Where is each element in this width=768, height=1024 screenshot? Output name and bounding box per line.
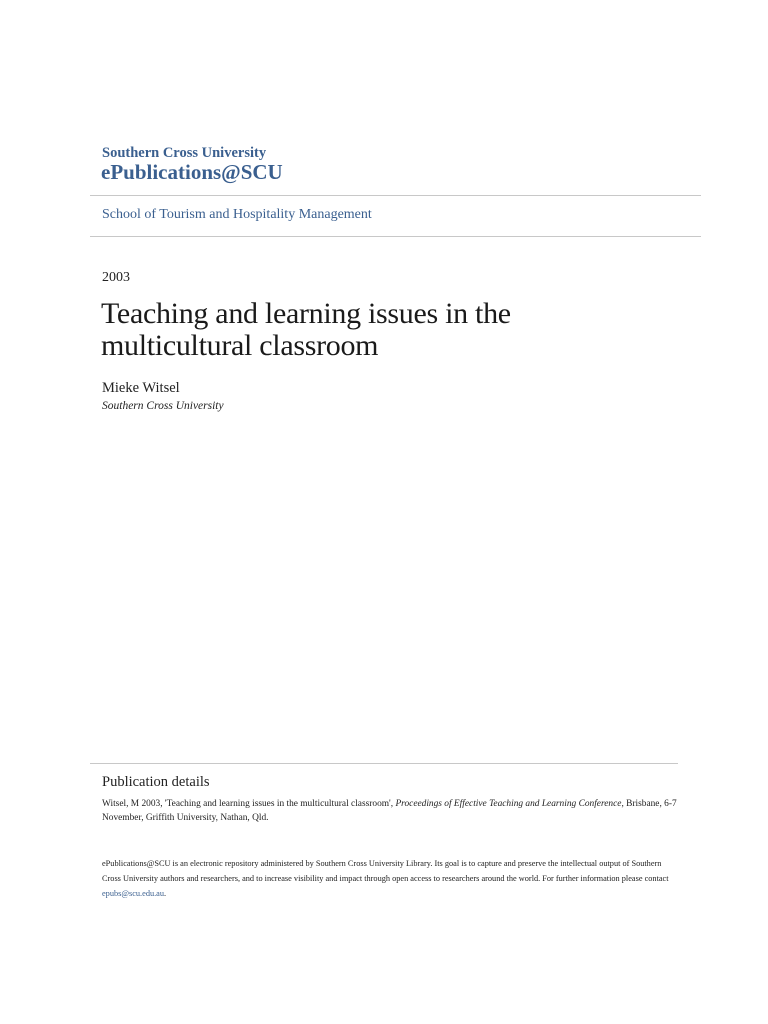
divider-top — [90, 195, 701, 196]
university-name: Southern Cross University — [102, 145, 267, 161]
school-link[interactable]: School of Tourism and Hospitality Management — [102, 207, 372, 222]
paper-title: Teaching and learning issues in the multicultural classroom — [101, 297, 511, 362]
publication-details-heading: Publication details — [102, 774, 210, 790]
publication-year: 2003 — [102, 270, 130, 285]
about-text: ePublications@SCU is an electronic repository administered by Southern Cross University Library. Its goal is to capture and preserve the intellectual output of Southern Cross University authors and researchers, and to increase visibility and impact through open access to researchers around the world. For further information please contact — [102, 859, 669, 884]
divider-bottom — [90, 763, 678, 764]
citation-text — [102, 797, 682, 825]
contact-email-link[interactable]: epubs@scu.edu.au — [102, 889, 165, 899]
repository-link[interactable]: ePublications@SCU — [101, 160, 283, 184]
citation-prefix: Witsel, M 2003, 'Teaching and learning issues in the multicultural classroom', — [102, 799, 396, 809]
author-name: Mieke Witsel — [102, 380, 180, 396]
about-end: . — [164, 889, 167, 899]
repository-about — [102, 856, 682, 902]
citation-suffix: , Brisbane, 6-7 November, Griffith University, Nathan, Qld. — [102, 799, 677, 823]
author-affiliation: Southern Cross University — [102, 400, 224, 412]
divider-middle — [90, 236, 701, 237]
citation-source: Proceedings of Effective Teaching and Learning Conference — [395, 799, 622, 809]
